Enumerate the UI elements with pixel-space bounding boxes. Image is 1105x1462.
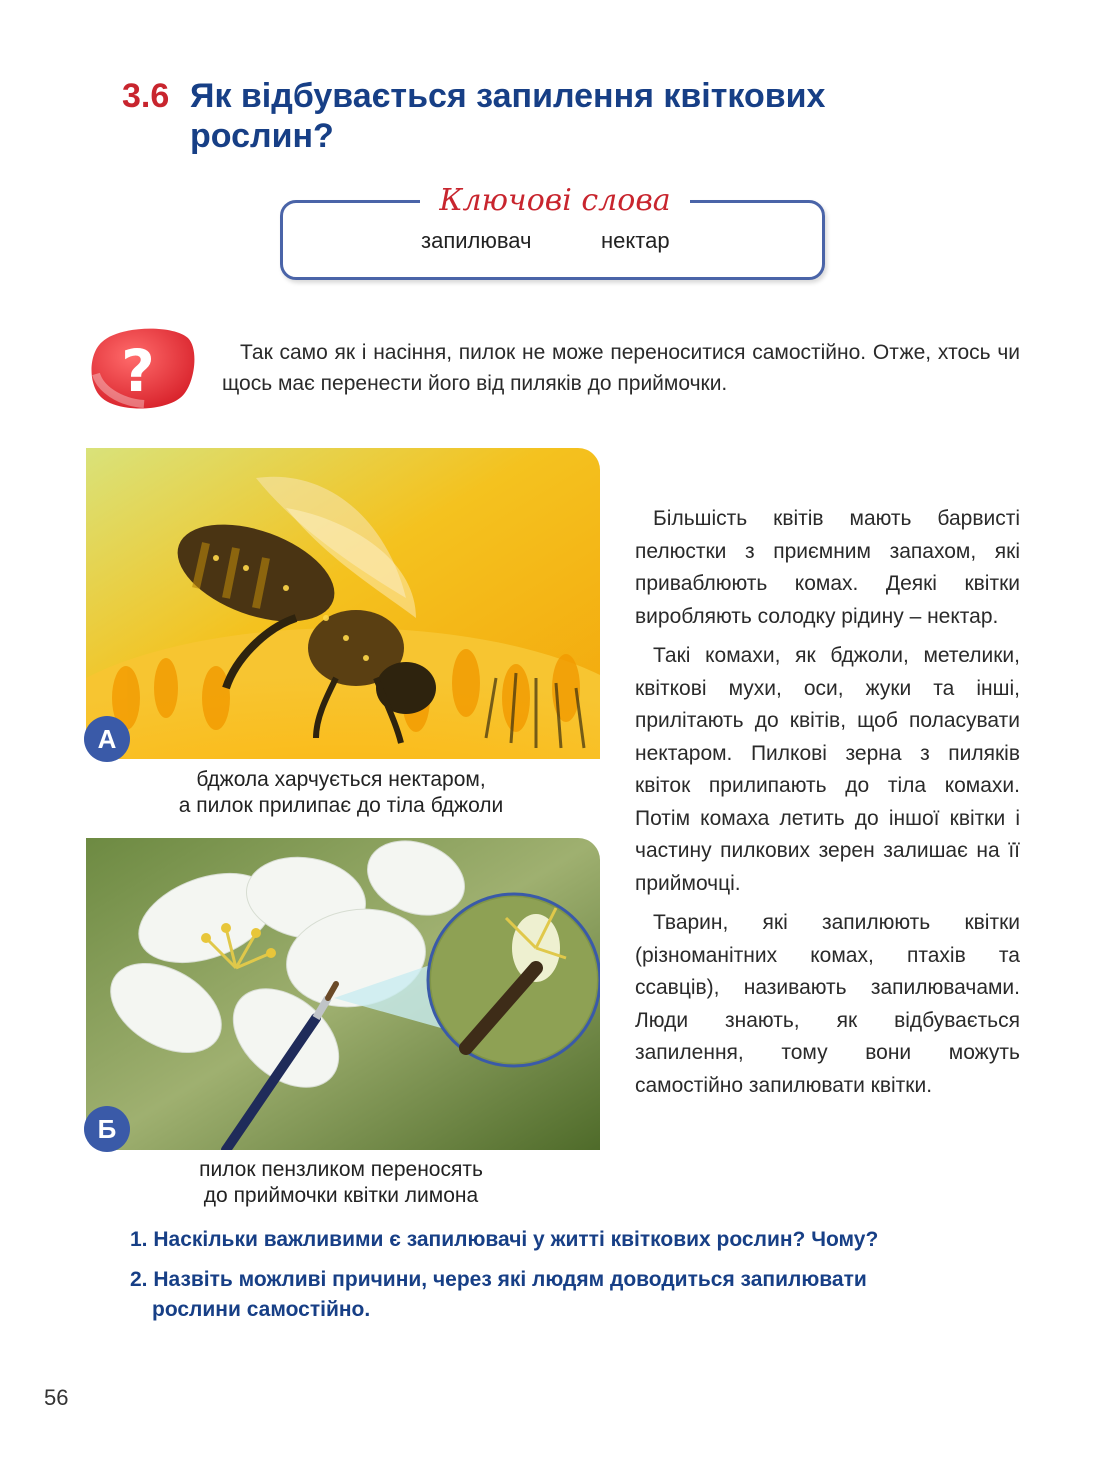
body-paragraph-3: Тварин, які запилюють квітки (різноманітних комах, птахів та ссавців), називають запилювачами. Люди знають, як відбувається запилення, тому вони можуть самостійно запилювати квітки. <box>635 911 1020 1097</box>
question-2-line1: 2. Назвіть можливі причини, через які людям доводиться запилювати <box>130 1268 867 1291</box>
body-paragraph-1: Більшість квітів мають барвисті пелюстки з приємним запахом, які приваблюють комах. Деякі квітки виробляють солодку рідину – нектар. <box>635 507 1020 628</box>
figure-label-a: А <box>84 716 130 762</box>
keywords-title: Ключові слова <box>420 180 690 222</box>
question-mark-icon <box>88 324 196 410</box>
figure-label-b: Б <box>84 1106 130 1152</box>
body-text-column <box>635 503 1020 1109</box>
review-questions <box>130 1225 1030 1335</box>
figure-a-caption-line2: а пилок прилипає до тіла бджоли <box>178 794 504 817</box>
figure-b-caption <box>84 1157 598 1209</box>
question-1: 1. Наскільки важливими є запилювачі у житті квіткових рослин? Чому? <box>130 1228 879 1251</box>
photo-lemon-flower-brush <box>86 838 600 1150</box>
question-mark-glyph: ? <box>121 337 155 405</box>
figure-a-caption <box>84 767 598 819</box>
page-title: Як відбувається запилення квіткових рослин? <box>190 77 826 155</box>
page-number: 56 <box>44 1385 69 1410</box>
intro-paragraph <box>222 337 1020 399</box>
keyword-pollinator: запилювач <box>421 228 532 253</box>
body-paragraph-2: Такі комахи, як бджоли, метелики, квіткові мухи, оси, жуки та інші, прилітають до квітів, щоб поласувати нектаром. Пилкові зерна з пиляків квіток прилипають до тіла комахи. Потім комаха летить до іншої квітки і частину пилкових зерен залишає на її приймочці. <box>635 644 1020 895</box>
figure-b-caption-line1: пилок пензликом переносять <box>199 1158 483 1181</box>
intro-text: Так само як і насіння, пилок не може переноситися самостійно. Отже, хтось чи щось має перенести його від пиляків до приймочки. <box>222 341 1020 395</box>
section-number: 3.6 <box>122 77 170 115</box>
figure-b-caption-line2: до приймочки квітки лимона <box>203 1184 479 1207</box>
keyword-nectar: нектар <box>601 228 670 253</box>
question-2-line2: рослини самостійно. <box>152 1298 371 1321</box>
photo-bee-on-flower <box>86 448 600 759</box>
figure-a-caption-line1: бджола харчується нектаром, <box>196 768 486 791</box>
question-2 <box>130 1265 1030 1325</box>
